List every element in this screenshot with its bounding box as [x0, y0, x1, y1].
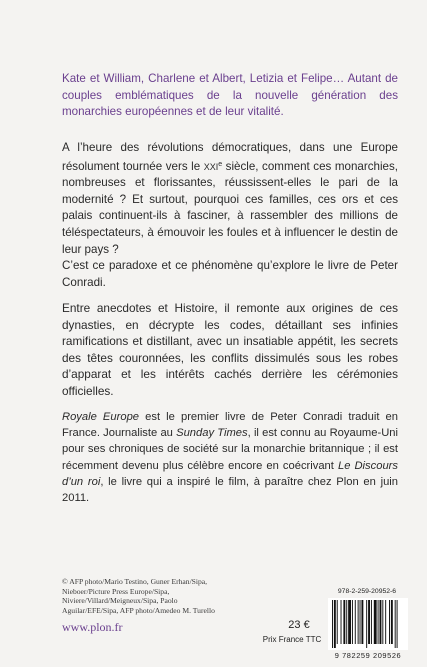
paradox-sentence: C’est ce paradoxe et ce phénomène qu’explore le livre de Peter Conradi.	[62, 259, 398, 289]
price: 23 €	[288, 619, 310, 631]
publisher-url[interactable]: www.plon.fr	[62, 620, 123, 634]
question-text: A l’heure des révolutions démocratiques, dans une Europe résolument tournée vers le XXIe siècle, comment ces monarchies, nombreuses et florissantes, réussissent-elles le pari de la modernité ? Et surtout, pourquoi ces familles, ces ors et ces palais continuent-ils à fasciner, à rassembler des millions de téléspectateurs, à émouvoir les foules et à influencer le destin de leur pays ?	[62, 141, 398, 256]
price-label: Prix France TTC	[262, 635, 322, 644]
film-title: Le Discours d’un roi	[62, 459, 398, 488]
century-numeral: XXIe	[203, 160, 223, 172]
isbn-number: 978-2-259-20952-6	[337, 588, 397, 595]
barcode-image	[328, 598, 408, 650]
newspaper-name: Sunday Times	[176, 427, 248, 440]
book-title: Royale Europe	[62, 411, 140, 423]
barcode-digits: 9 782259 209526	[334, 651, 402, 660]
photo-credits: © AFP photo/Mario Testino, Guner Erhan/Sipa, Nieboer/Picture Press Europe/Sipa, Niviere/Villard/Meigneux/Sipa, Paolo Aguilar/EFE/Sipa, AFP photo/Amedeo M. Turello	[62, 577, 215, 615]
intro-paragraph: Kate et William, Charlene et Albert, Letizia et Felipe… Autant de couples emblématiques de la nouvelle génération des monarchies européennes et de leur vitalité.	[62, 72, 398, 119]
question-paragraph	[62, 140, 398, 291]
author-paragraph: Royale Europe est le premier livre de Peter Conradi traduit en France. Journaliste au Sunday Times, il est connu au Royaume-Uni pour ses chroniques de société sur la monarchie britannique ; il est récemment devenu plus célèbre encore en coécrivant Le Discours d’un roi, le livre qui a inspiré le film, à paraître chez Plon en juin 2011.	[62, 411, 398, 505]
content-paragraph: Entre anecdotes et Histoire, il remonte aux origines de ces dynasties, en décrypte les codes, détaillant ses infinies ramifications et distillant, avec un insatiable appétit, les secrets des têtes couronnées, les conflits dissimulés sous les robes d’apparat et les intérêts cachés derrière les cérémonies officielles.	[62, 301, 398, 398]
